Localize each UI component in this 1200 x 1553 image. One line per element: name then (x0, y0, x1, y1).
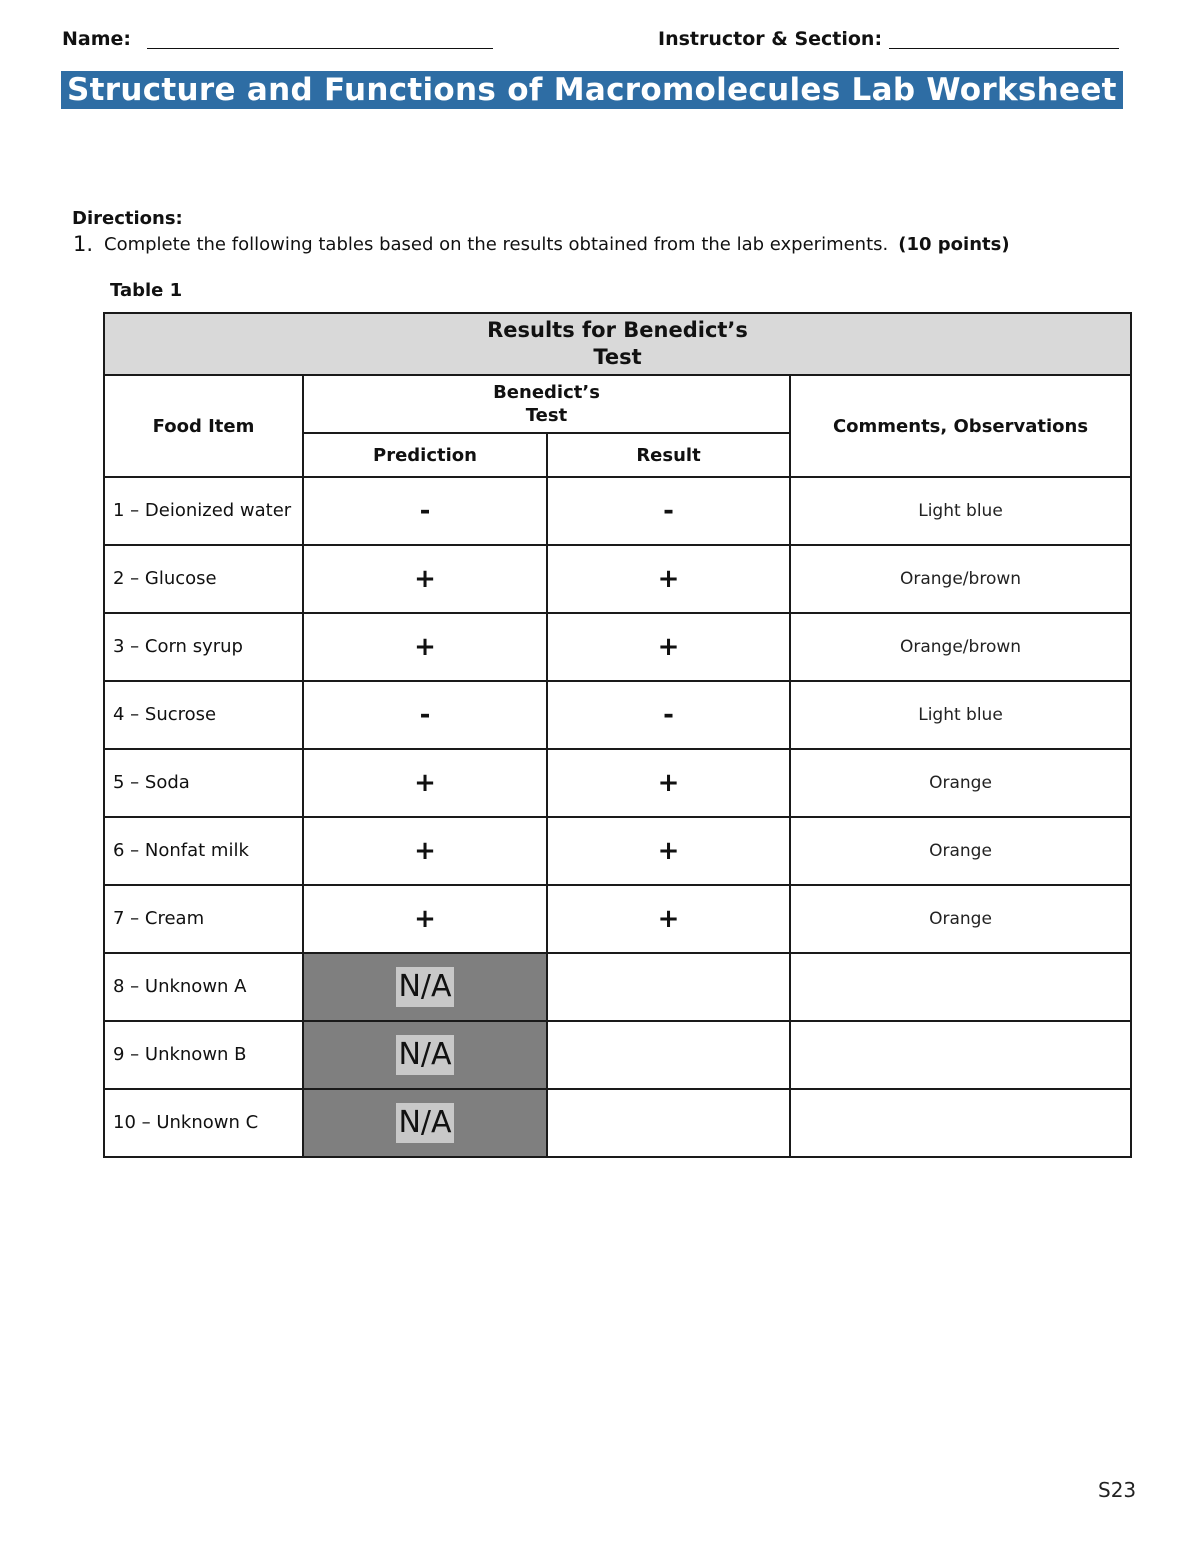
header-benedicts-line-1: Benedict’s (493, 382, 600, 403)
table-row (104, 613, 1131, 681)
comment-cell: Light blue (790, 681, 1131, 749)
benedicts-results-table (103, 312, 1132, 1158)
directions-item-points: (10 points) (898, 234, 1010, 255)
table-row (104, 545, 1131, 613)
instructor-section-underline[interactable] (889, 48, 1119, 49)
caption-line-1: Results for Benedict’s (487, 318, 748, 342)
table-label: Table 1 (110, 280, 183, 301)
na-label: N/A (396, 1035, 453, 1075)
comment-cell: Orange (790, 817, 1131, 885)
prediction-cell: - (303, 681, 547, 749)
caption-line-2: Test (593, 345, 642, 369)
table-row (104, 1089, 1131, 1157)
comment-cell: Orange (790, 749, 1131, 817)
name-label: Name: (62, 28, 132, 50)
comment-cell: Light blue (790, 477, 1131, 545)
prediction-na-cell (303, 953, 547, 1021)
prediction-cell: + (303, 545, 547, 613)
result-cell: + (547, 545, 790, 613)
prediction-cell: - (303, 477, 547, 545)
worksheet-title: Structure and Functions of Macromolecules Lab Worksheet (61, 71, 1123, 109)
header-comments: Comments, Observations (790, 375, 1131, 477)
comment-cell[interactable] (790, 1089, 1131, 1157)
comment-cell: Orange (790, 885, 1131, 953)
directions-heading: Directions: (72, 208, 183, 229)
header-food-item: Food Item (104, 375, 303, 477)
table-row (104, 885, 1131, 953)
directions-item-number: 1. (73, 232, 94, 256)
result-cell: + (547, 613, 790, 681)
table-row (104, 749, 1131, 817)
table-row (104, 1021, 1131, 1089)
table-row (104, 953, 1131, 1021)
food-item-cell: 3 – Corn syrup (104, 613, 303, 681)
food-item-cell: 6 – Nonfat milk (104, 817, 303, 885)
comment-cell: Orange/brown (790, 545, 1131, 613)
food-item-cell: 4 – Sucrose (104, 681, 303, 749)
food-item-cell: 2 – Glucose (104, 545, 303, 613)
prediction-na-cell (303, 1089, 547, 1157)
comment-cell[interactable] (790, 953, 1131, 1021)
result-cell: + (547, 749, 790, 817)
food-item-cell: 10 – Unknown C (104, 1089, 303, 1157)
result-cell[interactable] (547, 1021, 790, 1089)
table-row (104, 817, 1131, 885)
prediction-cell: + (303, 817, 547, 885)
instructor-section-label: Instructor & Section: (658, 28, 883, 50)
result-cell: + (547, 817, 790, 885)
food-item-cell: 7 – Cream (104, 885, 303, 953)
food-item-cell: 8 – Unknown A (104, 953, 303, 1021)
result-cell[interactable] (547, 1089, 790, 1157)
result-cell: + (547, 885, 790, 953)
table-row (104, 681, 1131, 749)
header-result: Result (547, 433, 790, 477)
na-label: N/A (396, 1103, 453, 1143)
page-footer-code: S23 (1098, 1478, 1137, 1502)
result-cell: - (547, 681, 790, 749)
prediction-cell: + (303, 885, 547, 953)
food-item-cell: 1 – Deionized water (104, 477, 303, 545)
header-benedicts-line-2: Test (525, 405, 568, 426)
name-underline[interactable] (147, 48, 493, 49)
result-cell[interactable] (547, 953, 790, 1021)
na-label: N/A (396, 967, 453, 1007)
table-caption (104, 313, 1131, 375)
directions-item-body: Complete the following tables based on the results obtained from the lab experiments. (104, 234, 889, 255)
prediction-cell: + (303, 749, 547, 817)
food-item-cell: 9 – Unknown B (104, 1021, 303, 1089)
result-cell: - (547, 477, 790, 545)
prediction-cell: + (303, 613, 547, 681)
header-benedicts-test (303, 375, 790, 433)
comment-cell: Orange/brown (790, 613, 1131, 681)
prediction-na-cell (303, 1021, 547, 1089)
food-item-cell: 5 – Soda (104, 749, 303, 817)
table-row (104, 477, 1131, 545)
comment-cell[interactable] (790, 1021, 1131, 1089)
directions-item-text (104, 234, 1010, 255)
header-prediction: Prediction (303, 433, 547, 477)
